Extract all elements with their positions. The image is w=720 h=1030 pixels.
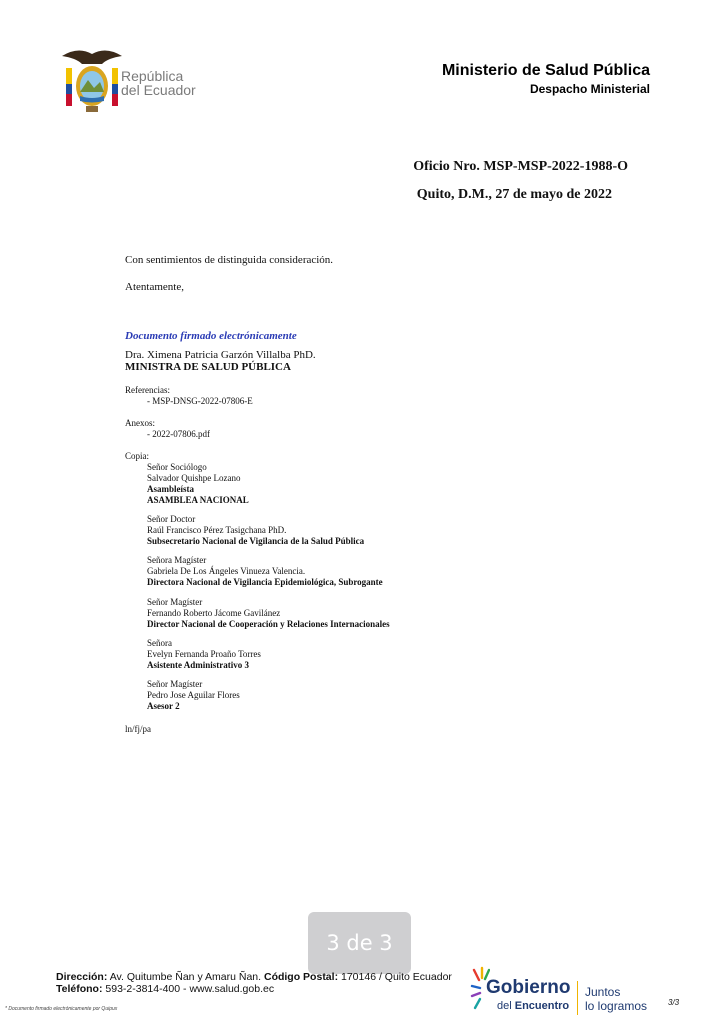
address-value: Av. Quitumbe Ñan y Amaru Ñan. [109, 971, 262, 983]
logo-text-line1: República [121, 68, 184, 84]
address-label: Dirección: [56, 971, 108, 983]
gobierno-logo-subtitle [497, 1000, 569, 1012]
recipient-name: Fernando Roberto Jácome Gavilánez [147, 608, 281, 618]
drafter-initials: ln/fj/pa [125, 724, 151, 734]
copy-recipient [147, 555, 383, 588]
recipient-role: Asambleísta [147, 484, 194, 494]
phone-label: Teléfono: [56, 983, 103, 995]
recipient-institution: ASAMBLEA NACIONAL [147, 495, 249, 505]
referencias-label: Referencias: [125, 385, 170, 395]
recipient-role: Director Nacional de Cooperación y Relaciones Internacionales [147, 619, 390, 629]
recipient-role: Subsecretario Nacional de Vigilancia de la Salud Pública [147, 536, 365, 546]
recipient-salutation: Señor Sociólogo [147, 462, 207, 472]
signer-name: Dra. Ximena Patricia Garzón Villalba PhD. [125, 349, 316, 361]
quipux-note: * Documento firmado electrónicamente por Quipux [5, 1006, 118, 1012]
recipient-salutation: Señor Magíster [147, 679, 203, 689]
oficio-number: Oficio Nro. MSP-MSP-2022-1988-O [413, 159, 628, 174]
copy-recipient [147, 679, 240, 712]
recipient-salutation: Señora Magíster [147, 555, 207, 565]
gob-sub-bold: Encuentro [514, 1000, 570, 1012]
republica-logo-text [121, 69, 196, 97]
footer-phone [56, 983, 274, 995]
recipient-role: Directora Nacional de Vigilancia Epidemiológica, Subrogante [147, 577, 383, 587]
copy-recipient [147, 462, 249, 506]
referencias-item: - MSP-DNSG-2022-07806-E [147, 396, 253, 406]
juntos-line1: Juntos [585, 985, 621, 999]
electronic-signature-note: Documento firmado electrónicamente [125, 330, 297, 342]
phone-value: 593-2-3814-400 - www.salud.gob.ec [105, 983, 275, 995]
copia-label: Copia: [125, 451, 149, 461]
juntos-slogan [585, 985, 647, 1013]
juntos-line2: lo logramos [585, 999, 648, 1013]
copy-recipient [147, 514, 364, 547]
page-number: 3/3 [668, 998, 680, 1007]
recipient-name: Gabriela De Los Ángeles Vinueza Valencia. [147, 566, 306, 576]
recipient-role: Asesor 2 [147, 701, 180, 711]
gob-sub-prefix: del [497, 1000, 512, 1012]
office-subtitle: Despacho Ministerial [529, 82, 650, 96]
closing-atentamente: Atentamente, [125, 281, 184, 293]
anexos-label: Anexos: [125, 418, 155, 428]
recipient-name: Raúl Francisco Pérez Tasigchana PhD. [147, 525, 287, 535]
recipient-salutation: Señor Magíster [147, 597, 203, 607]
recipient-salutation: Señora [147, 638, 172, 648]
copy-recipient [147, 597, 390, 630]
anexos-item: - 2022-07806.pdf [147, 429, 210, 439]
recipient-name: Evelyn Fernanda Proaño Torres [147, 649, 261, 659]
closing-salutation: Con sentimientos de distinguida consideración. [125, 254, 334, 266]
recipient-name: Pedro Jose Aguilar Flores [147, 690, 240, 700]
postal-code-label: Código Postal: [263, 971, 339, 983]
logo-text-line2: del Ecuador [121, 82, 196, 98]
recipient-role: Asistente Administrativo 3 [147, 660, 249, 670]
footer-address [56, 971, 452, 983]
ecuador-coat-of-arms-icon [58, 44, 126, 114]
logo-divider [577, 981, 578, 1015]
page-indicator-badge: 3 de 3 [308, 912, 411, 974]
recipient-name: Salvador Quishpe Lozano [147, 473, 241, 483]
recipient-salutation: Señor Doctor [147, 514, 196, 524]
postal-code-value: 170146 / Quito Ecuador [341, 971, 452, 983]
document-date: Quito, D.M., 27 de mayo de 2022 [416, 187, 612, 202]
copy-recipient [147, 638, 261, 671]
signer-title: MINISTRA DE SALUD PÚBLICA [125, 361, 291, 373]
gobierno-logo-word: Gobierno [486, 977, 571, 998]
ministry-title: Ministerio de Salud Pública [441, 62, 650, 79]
